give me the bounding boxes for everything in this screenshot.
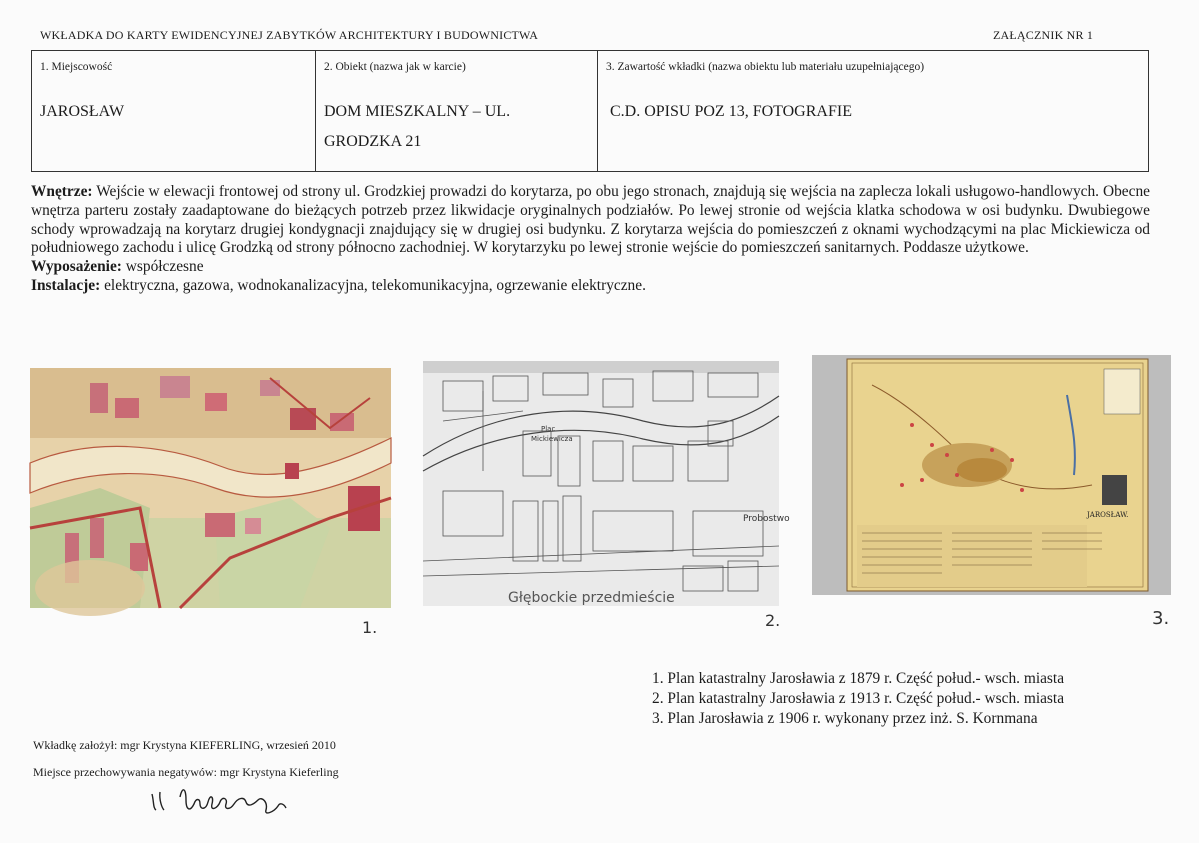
object-cell [316, 51, 598, 172]
caption-2: 2. Plan katastralny Jarosławia z 1913 r. Część połud.- wsch. miasta [652, 690, 1065, 707]
map2-label-probostwo: Probostwo [743, 514, 790, 524]
interior-paragraph [31, 183, 1150, 258]
caption-3: 3. Plan Jarosławia z 1906 r. wykonany przez inż. S. Kornmana [652, 710, 1038, 727]
signature [150, 782, 300, 827]
installations-text: elektryczna, gazowa, wodnokanalizacyjna, telekomunikacyjna, ogrzewanie elektryczne. [100, 276, 646, 294]
cadastral-map-1913-drawing [423, 361, 790, 606]
interior-text: Wejście w elewacji frontowej od strony ul. Grodzkiej prowadzi do korytarza, po obu jego stronach, znajdują się wejścia na zaplecza lokali usługowo-handlowych. Obecne wnętrza parteru zostały zaadaptowane do bieżących potrzeb przez likwidacje oryginalnych podziałów. Po lewej stronie od wejścia klatka schodowa w osi budynku. Dwubiegowe schody wprowadzają na korytarz drugiej kondygnacji znajdujący się w drugiej osi budynku. Z korytarza wejścia do pomieszczeń z oknami wychodzącymi na plac Mickiewicza od południowego zachodu i ulicę Grodzką od strony północno zachodniej. W korytarzyku po lewej stronie wejście do pomieszczeń sanitarnych. Poddasze użytkowe. [31, 183, 1150, 257]
description [31, 183, 1150, 296]
captions [652, 669, 1064, 729]
storage-line: Miejsce przechowywania negatywów: mgr Krystyna Kieferling [33, 765, 339, 779]
cadastral-map-1879 [30, 368, 391, 608]
equipment-text: współczesne [121, 258, 204, 276]
signature-drawing [150, 782, 300, 822]
interior-label: Wnętrze: [31, 183, 93, 200]
cadastral-map-1913 [423, 361, 790, 606]
photo-number-2: 2. [765, 611, 781, 630]
photo-number-1: 1. [362, 618, 378, 637]
object-value-line2: GRODZKA 21 [324, 133, 422, 150]
map2-label-plac: Plac [541, 425, 556, 433]
annex-number: ZAŁĄCZNIK NR 1 [993, 28, 1094, 42]
locality-cell [32, 51, 316, 172]
document-title: WKŁADKA DO KARTY EWIDENCYJNEJ ZABYTKÓW ARCHITEKTURY I BUDOWNICTWA [40, 28, 539, 42]
cadastral-map-1879-drawing [30, 368, 391, 608]
equipment-paragraph [31, 258, 1150, 277]
equipment-label: Wyposażenie: [31, 258, 122, 276]
locality-label: 1. Miejscowość [40, 61, 113, 73]
locality-value: JAROSŁAW [40, 103, 125, 120]
installations-label: Instalacje: [31, 276, 101, 294]
installations-paragraph [31, 277, 1150, 296]
photo-number-3: 3. [1152, 608, 1170, 629]
map2-label-mickiewicza: Mickiewicza [531, 435, 573, 443]
map3-title: JAROSŁAW. [1087, 511, 1129, 519]
content-cell [598, 51, 1149, 172]
author-line: Wkładkę założył: mgr Krystyna KIEFERLING, wrzesień 2010 [33, 738, 336, 752]
city-plan-1906-drawing [812, 355, 1171, 595]
map2-label-bottom: Głębockie przedmieście [508, 590, 675, 606]
caption-1: 1. Plan katastralny Jarosławia z 1879 r. Część połud.- wsch. miasta [652, 670, 1065, 687]
content-label: 3. Zawartość wkładki (nazwa obiektu lub materiału uzupełniającego) [606, 61, 925, 73]
object-value [324, 97, 510, 157]
object-value-line1: DOM MIESZKALNY – UL. [324, 103, 511, 120]
city-plan-1906 [812, 355, 1171, 595]
info-table [31, 50, 1149, 172]
content-value: C.D. OPISU POZ 13, FOTOGRAFIE [610, 103, 852, 120]
object-label: 2. Obiekt (nazwa jak w karcie) [324, 61, 466, 73]
